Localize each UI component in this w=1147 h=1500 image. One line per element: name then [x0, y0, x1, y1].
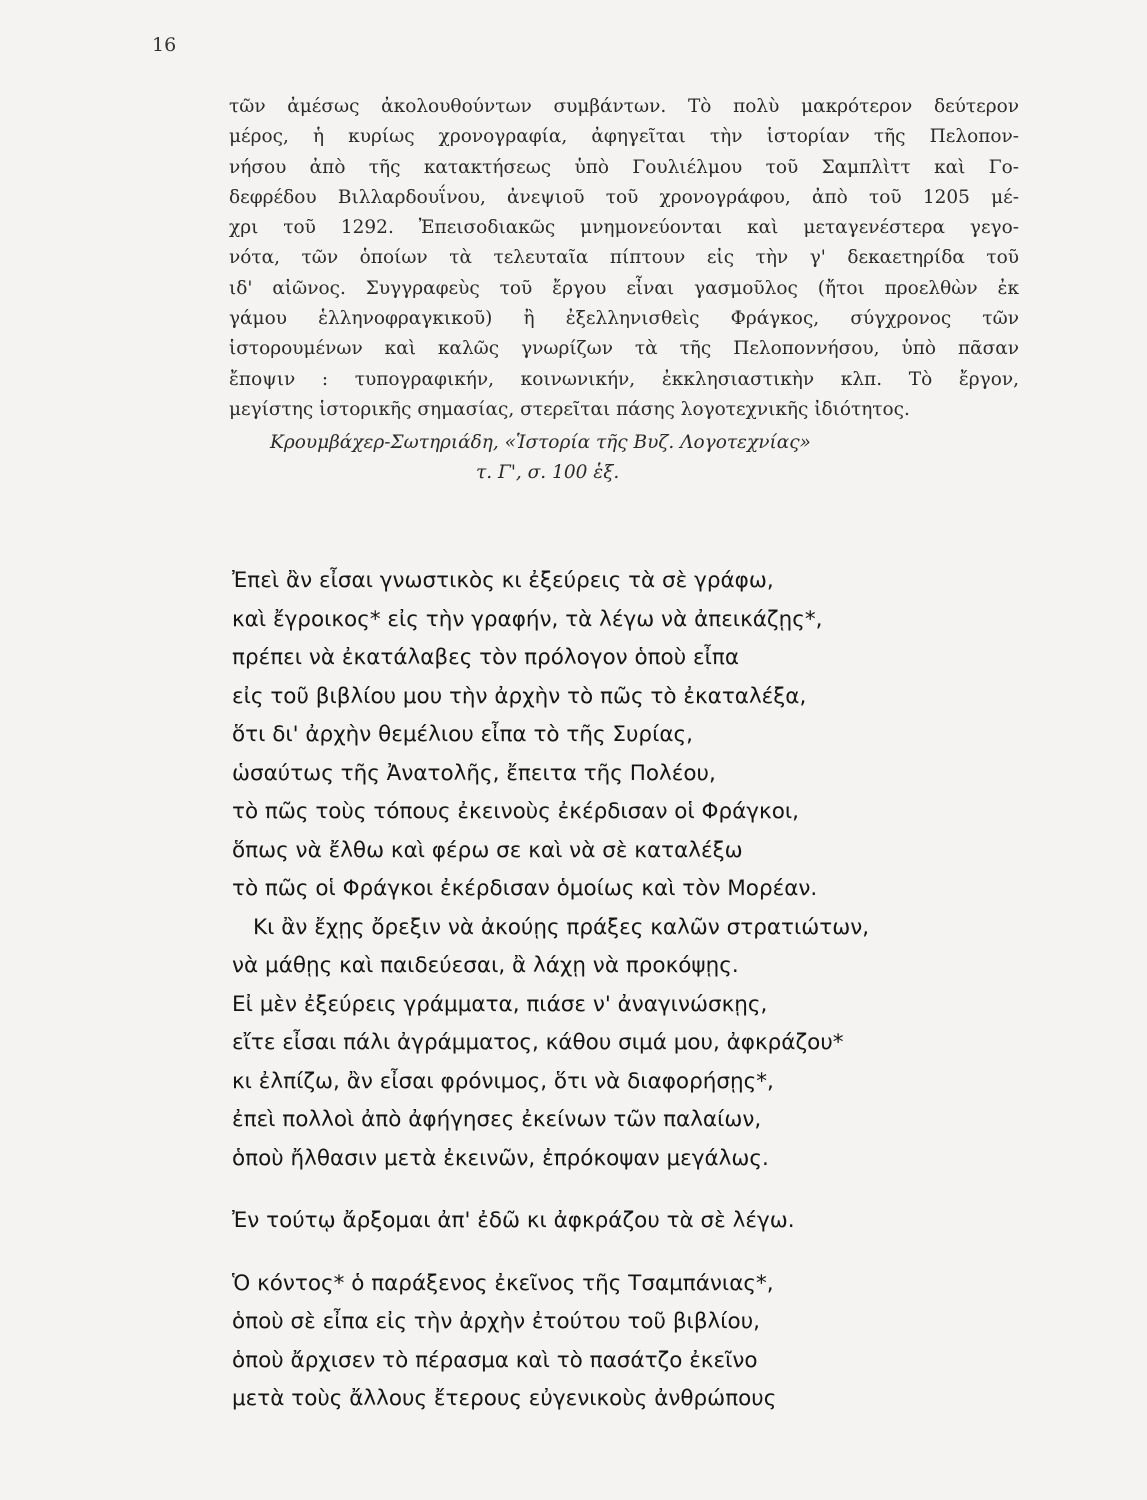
citation	[270, 428, 910, 488]
prose-line: ἱστορουμένων καὶ καλῶς γνωρίζων τὰ τῆς Πελοποννήσου, ὑπὸ πᾶσαν	[229, 338, 1019, 360]
prose-line: μεγίστης ἱστορικῆς σημασίας, στερεῖται πάσης λογοτεχνικῆς ἰδιότητος.	[229, 398, 910, 420]
prose-line: χρι τοῦ 1292. Ἐπεισοδιακῶς μνημονεύονται καὶ μεταγενέστερα γεγο-	[229, 217, 1019, 239]
verse-line: τὸ πῶς τοὺς τόπους ἐκεινοὺς ἐκέρδισαν οἱ Φράγκοι,	[232, 799, 799, 824]
verse-line: Ἐν τούτῳ ἄρξομαι ἀπ' ἐδῶ κι ἀφκράζου τὰ σὲ λέγω.	[232, 1208, 795, 1233]
verse-line: καὶ ἔγροικος* εἰς τὴν γραφήν, τὰ λέγω νὰ ἀπεικάζῃς*,	[232, 606, 823, 632]
prose-line: νότα, τῶν ὁποίων τὰ τελευταῖα πίπτουν εἰς τὴν γ' δεκαετηρίδα τοῦ	[229, 247, 1019, 269]
verse-line: τὸ πῶς οἱ Φράγκοι ἐκέρδισαν ὁμοίως καὶ τὸν Μορέαν.	[232, 876, 818, 901]
verse-line: ὡσαύτως τῆς Ἀνατολῆς, ἔπειτα τῆς Πολέου,	[232, 760, 716, 786]
verse-line: Ὁ κόντος* ὁ παράξενος ἐκεῖνος τῆς Τσαμπάνιας*,	[232, 1270, 774, 1296]
prose-line: τῶν ἀμέσως ἀκολουθούντων συμβάντων. Τὸ πολὺ μακρότερον δεύτερον	[229, 96, 1019, 117]
page-number: 16	[152, 34, 177, 56]
verse-line: πρέπει νὰ ἐκατάλαβες τὸν πρόλογον ὁποὺ εἶπα	[232, 645, 740, 670]
verse-line: Ἐπεὶ ἂν εἶσαι γνωστικὸς κι ἐξεύρεις τὰ σὲ γράφω,	[232, 568, 774, 593]
prose-line: γάμου ἑλληνοφραγκικοῦ) ἢ ἐξελληνισθεὶς Φράγκος, σύγχρονος τῶν	[229, 308, 1019, 330]
verse-line: Κι ἂν ἔχῃς ὄρεξιν νὰ ἀκούῃς πράξες καλῶν στρατιώτων,	[253, 914, 870, 940]
poem	[232, 562, 1032, 1419]
prose-line: νήσου ἀπὸ τῆς κατακτήσεως ὑπὸ Γουλιέλμου τοῦ Σαμπλὶττ καὶ Γο-	[229, 156, 1019, 178]
verse-line: ὅπως νὰ ἔλθω καὶ φέρω σε καὶ νὰ σὲ καταλέξω	[232, 837, 743, 863]
verse-line: ὅτι δι' ἀρχὴν θεμέλιου εἶπα τὸ τῆς Συρίας,	[232, 722, 693, 747]
verse-line: ὁποὺ ἤλθασιν μετὰ ἐκεινῶν, ἐπρόκοψαν μεγάλως.	[232, 1145, 769, 1171]
verse-line: Εἰ μὲν ἐξεύρεις γράμματα, πιάσε ν' ἀναγινώσκῃς,	[232, 991, 768, 1017]
verse-line: εἰς τοῦ βιβλίου μου τὴν ἀρχὴν τὸ πῶς τὸ ἐκαταλέξα,	[232, 683, 807, 709]
verse-line: ὁποὺ σὲ εἶπα εἰς τὴν ἀρχὴν ἐτούτου τοῦ βιβλίου,	[232, 1309, 760, 1334]
verse-line: ὁποὺ ἄρχισεν τὸ πέρασμα καὶ τὸ πασάτζο ἐκεῖνο	[232, 1347, 758, 1373]
stanza-1	[232, 562, 1032, 1178]
prose-line: δεφρέδου Βιλλαρδουΐνου, ἀνεψιοῦ τοῦ χρονογράφου, ἀπὸ τοῦ 1205 μέ-	[229, 186, 1019, 208]
verse-line: μετὰ τοὺς ἄλλους ἔτερους εὐγενικοὺς ἀνθρώπους	[232, 1386, 777, 1411]
verse-line: κι ἐλπίζω, ἂν εἶσαι φρόνιμος, ὅτι νὰ διαφορήσῃς*,	[232, 1068, 774, 1094]
citation-source: Κρουμβάχερ-Σωτηριάδη, «Ἱστορία τῆς Βυζ. Λογοτεχνίας»	[270, 432, 811, 453]
prose-line: ἔποψιν : τυπογραφικήν, κοινωνικήν, ἐκκλησιαστικὴν κλπ. Τὸ ἔργον,	[229, 368, 1019, 390]
prose-line: μέρος, ἡ κυρίως χρονογραφία, ἀφηγεῖται τὴν ἱστορίαν τῆς Πελοπον-	[229, 126, 1019, 148]
stanza-2	[232, 1202, 1032, 1241]
stanza-3	[232, 1265, 1032, 1419]
verse-line: εἴτε εἶσαι πάλι ἀγράμματος, κάθου σιμά μου, ἀφκράζου*	[232, 1030, 844, 1055]
verse-line: νὰ μάθῃς καὶ παιδεύεσαι, ἂ λάχῃ νὰ προκόψῃς.	[232, 953, 739, 978]
prose-line: ιδ' αἰῶνος. Συγγραφεὺς τοῦ ἔργου εἶναι γασμοῦλος (ἤτοι προελθὼν ἐκ	[229, 277, 1019, 299]
prose-paragraph	[229, 92, 1019, 425]
citation-reference: τ. Γ', σ. 100 ἑξ.	[476, 462, 620, 483]
verse-line: ἐπεὶ πολλοὶ ἀπὸ ἀφήγησες ἐκείνων τῶν παλαίων,	[232, 1107, 762, 1132]
